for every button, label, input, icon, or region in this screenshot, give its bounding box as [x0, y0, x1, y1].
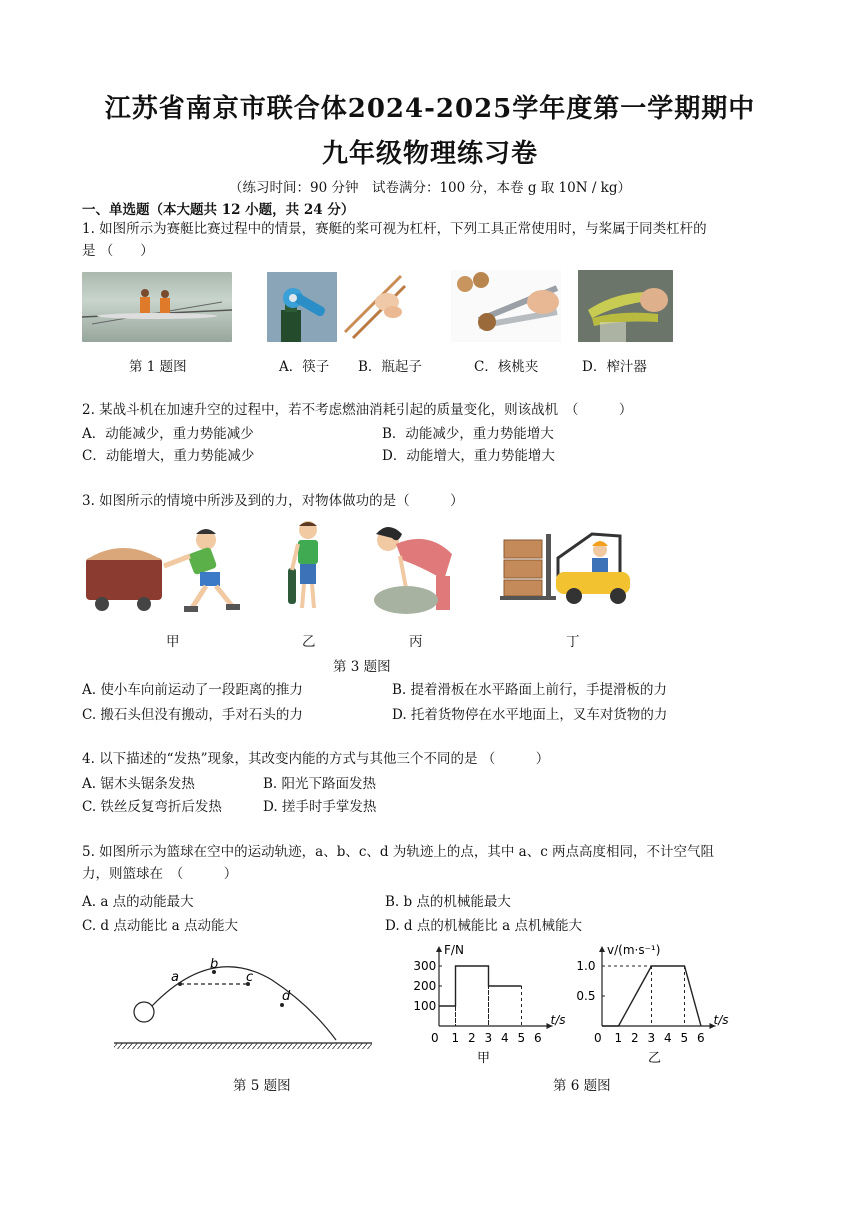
q2-option-d[interactable]: D．动能增大，重力势能增大 [382, 448, 555, 464]
point-a-label: a [171, 970, 179, 985]
q1-figure-caption: 第 1 题图 [129, 359, 187, 375]
y-tick-label: 200 [413, 979, 437, 993]
section-heading: 一、单选题（本大题共 12 小题，共 24 分） [82, 202, 355, 218]
y-tick-label: 1.0 [576, 959, 596, 973]
y-axis-arrow [436, 946, 442, 952]
q4-option-a[interactable]: A. 锯木头锯条发热 [82, 776, 195, 792]
q5-option-c[interactable]: C. d 点动能比 a 点动能大 [82, 918, 238, 934]
exam-info: （练习时间：90 分钟 试卷满分：100 分，本卷 g 取 10N / kg） [229, 180, 631, 196]
x-tick-label: 1 [451, 1031, 460, 1045]
boy-with-skateboard-icon [278, 518, 338, 618]
q3-figure-caption: 第 3 题图 [333, 659, 391, 675]
point-b-label: b [210, 957, 219, 972]
force-time-chart [405, 940, 565, 1070]
question-3-stem: 3. 如图所示的情境中所涉及到的力，对物体做功的是（ ） [82, 493, 464, 509]
question-5-stem [82, 841, 782, 885]
question-1-line1: 1. 如图所示为赛艇比赛过程中的情景，赛艇的桨可视为杠杆，下列工具正常使用时，与桨属于同类杠杆的 [82, 221, 707, 237]
ground-hatch [114, 1043, 372, 1049]
q2-option-c[interactable]: C．动能增大，重力势能减少 [82, 448, 255, 464]
question-1-stem [82, 218, 782, 262]
q3-label-bing: 丙 [409, 634, 423, 650]
x-tick-label: 6 [697, 1031, 705, 1045]
trajectory-curve [152, 967, 336, 1040]
basketball-trajectory-diagram [110, 950, 380, 1060]
woman-lifting-rock-icon [358, 520, 468, 615]
bottle-opener-icon [267, 272, 337, 342]
q5-option-d[interactable]: D. d 点的机械能比 a 点机械能大 [385, 918, 582, 934]
x-tick-label: 2 [631, 1031, 639, 1045]
bottle-opener-photo [267, 272, 337, 342]
x-tick-label: 5 [517, 1031, 526, 1045]
q1-option-d[interactable]: D．榨汁器 [582, 359, 647, 375]
q5-option-b[interactable]: B. b 点的机械能最大 [385, 894, 511, 910]
q1-option-a[interactable]: A．筷子 [279, 359, 330, 375]
x-axis-label: t/s [713, 1013, 729, 1027]
pushing-cart-icon [82, 520, 262, 615]
x-tick-label: 4 [501, 1031, 509, 1045]
point-c-label: c [246, 970, 254, 985]
y-tick-label: 300 [413, 959, 437, 973]
x-tick-label: 0 [431, 1031, 439, 1045]
forklift-icon [496, 528, 636, 608]
q5-option-a[interactable]: A. a 点的动能最大 [82, 894, 194, 910]
velocity-time-chart [570, 940, 745, 1070]
y-tick-label: 100 [413, 999, 437, 1013]
q2-option-b[interactable]: B．动能减少，重力势能增大 [382, 426, 554, 442]
x-tick-label: 1 [614, 1031, 623, 1045]
y-axis-arrow [599, 946, 605, 952]
exam-title: 江苏省南京市联合体2024-2025学年度第一学期期中 [104, 94, 756, 124]
data-series-line [439, 966, 522, 1006]
x-tick-label: 0 [594, 1031, 602, 1045]
q4-option-b[interactable]: B. 阳光下路面发热 [263, 776, 377, 792]
question-4-stem: 4. 以下描述的“发热”现象，其改变内能的方式与其他三个不同的是 （ ） [82, 751, 550, 767]
chart-panel-label: 乙 [648, 1051, 662, 1066]
point-d-label: d [282, 989, 291, 1004]
exam-subtitle-title: 九年级物理练习卷 [321, 139, 538, 169]
question-5-line1: 5. 如图所示为篮球在空中的运动轨迹，a、b、c、d 为轨迹上的点，其中 a、c 两点高度相同，不计空气阻 [82, 844, 715, 860]
q3-label-yi: 乙 [302, 634, 316, 650]
nutcracker-icon [451, 270, 561, 342]
question-1-line2: 是 （ ） [82, 243, 154, 259]
chopsticks-photo [341, 272, 407, 342]
x-tick-label: 5 [680, 1031, 689, 1045]
chart-panel-label: 甲 [477, 1051, 491, 1066]
nutcracker-photo [451, 270, 561, 342]
question-5-line2: 力，则篮球在 （ ） [82, 866, 238, 882]
q2-option-a[interactable]: A．动能减少，重力势能减少 [82, 426, 254, 442]
q3-option-a[interactable]: A. 使小车向前运动了一段距离的推力 [82, 682, 303, 698]
juicer-icon [578, 270, 673, 342]
q1-option-b[interactable]: B．瓶起子 [358, 359, 422, 375]
q1-option-c[interactable]: C．核桃夹 [474, 359, 539, 375]
x-axis-label: t/s [550, 1013, 565, 1027]
q3-label-jia: 甲 [166, 634, 180, 650]
rowing-photo [82, 272, 232, 342]
x-tick-label: 6 [534, 1031, 542, 1045]
q6-figure-caption: 第 6 题图 [553, 1078, 611, 1094]
y-tick-label: 0.5 [576, 989, 596, 1003]
q4-option-c[interactable]: C. 铁丝反复弯折后发热 [82, 799, 222, 815]
question-2-stem: 2. 某战斗机在加速升空的过程中，若不考虑燃油消耗引起的质量变化，则该战机 （ ） [82, 402, 633, 418]
q5-figure-caption: 第 5 题图 [233, 1078, 291, 1094]
x-tick-label: 3 [647, 1031, 656, 1045]
x-tick-label: 3 [484, 1031, 493, 1045]
q3-option-d[interactable]: D. 托着货物停在水平地面上，叉车对货物的力 [392, 707, 668, 723]
y-axis-label: F/N [444, 943, 464, 957]
q3-option-b[interactable]: B. 提着滑板在水平路面上前行，手提滑板的力 [392, 682, 668, 698]
q3-option-c[interactable]: C. 搬石头但没有搬动，手对石头的力 [82, 707, 303, 723]
x-tick-label: 4 [664, 1031, 672, 1045]
q3-label-ding: 丁 [566, 634, 580, 650]
basketball-icon [134, 1002, 154, 1022]
chopsticks-icon [341, 272, 407, 342]
juicer-photo [578, 270, 673, 342]
q4-option-d[interactable]: D. 搓手时手掌发热 [263, 799, 377, 815]
y-axis-label: v/(m·s⁻¹) [607, 943, 661, 957]
x-tick-label: 2 [468, 1031, 476, 1045]
rowing-scene-icon [82, 272, 232, 342]
